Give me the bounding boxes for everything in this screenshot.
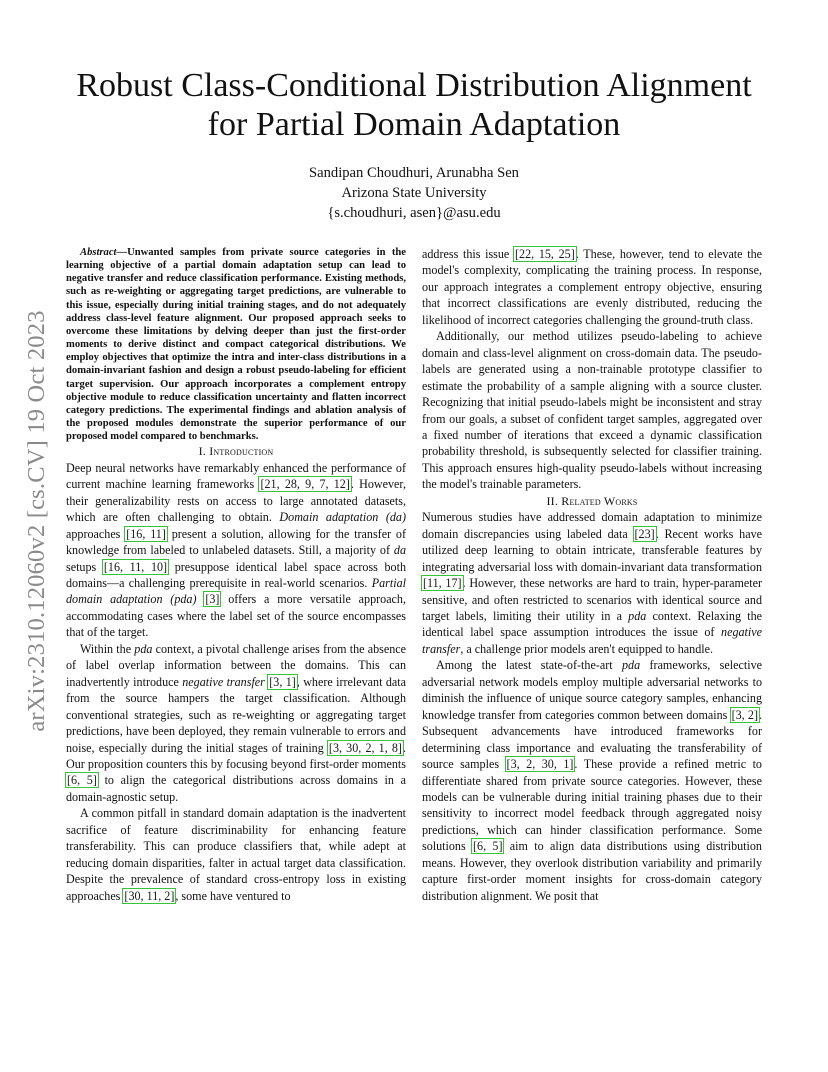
author-affiliation: Arizona State University [341,185,487,201]
citation-link[interactable]: [3, 30, 2, 1, 8] [328,740,402,755]
section-title: Introduction [209,444,274,459]
citation-link[interactable]: [30, 11, 2] [124,888,175,903]
abstract-label: Abstract [80,247,117,258]
citation-link[interactable]: [16, 11, 10] [103,559,168,574]
citation-link[interactable]: [3, 2] [731,707,758,722]
abstract-text: —Unwanted samples from private source categories in the learning objective of a partial domain adaptation setup can lead to negative transfer and reduce classification performance. Existing methods, such as re-weighting or aggregating target predictions, are vulnerable to this issue, especially during initial training stages, and do not adequately address class-level feature alignment. Our proposed approach seeks to overcome these limitations by delving deeper than just the first-order moments to derive distinct and compact categorical distributions. We employ objectives that optimize the intra and inter-class distributions in a domain-invariant fashion and design a robust pseudo-labeling for efficient target supervision. Our approach incorporates a complement entropy objective module to reduce classification uncertainty and flatten incorrect category predictions. The experimental findings and ablation analysis of the proposed modules demonstrate the superior performance of our proposed model compared to benchmarks. [66,247,406,443]
arxiv-stamp-text: arXiv:2310.12060v2 [cs.CV] 19 Oct 2023 [23,310,50,732]
author-block [0,163,828,223]
section-heading-introduction [66,443,406,459]
citation-link[interactable]: [3, 2, 30, 1] [506,757,574,772]
author-names: Sandipan Choudhuri, Arunabha Sen [309,165,519,181]
section-heading-related-works [422,493,762,509]
section-number: II. [546,493,559,508]
author-emails: {s.choudhuri, asen}@asu.edu [327,205,501,221]
citation-link[interactable]: [3, 1] [269,674,296,689]
section-title: Related Works [561,493,638,508]
intro-paragraph-4: Additionally, our method utilizes pseudo-labeling to achieve domain and class-level alignment on cross-domain data. The pseudo-labels are generated using a non-trainable prototype classifier to estimate the probability of a sample aligning with a source cluster. Recognizing that initial pseudo-labels might be inconsistent and stray from our goals, a subset of confident target samples, aggregated over a fixed number of iterations that exceed a dynamic classification probability threshold, is subsequently selected for classifier training. This approach ensures high-quality pseudo-labels without increasing the model's trainable parameters. [422,329,762,492]
citation-link[interactable]: [21, 28, 9, 7, 12] [260,477,350,492]
citation-link[interactable]: [22, 15, 25] [515,247,575,261]
intro-paragraph-1: Deep neural networks have remarkably enhanced the performance of current machine learning frameworks [21, 28, 9, 7, 12]. However, their generalizability rests on access to large annotated datasets, which are often challenging to obtain. Domain adaptation (da) approaches [16, 11] present a solution, allowing for the transfer of knowledge from labeled to unlabeled datasets. Still, a majority of da setups [16, 11, 10] presuppose identical label space across both domains—a challenging prerequisite in real-world scenarios. Partial domain adaptation (pda) [3] offers a more versatile approach, accommodating cases where the label set of the source encompasses that of the target. [66,460,407,640]
right-column [422,246,762,904]
paper-title [60,66,768,144]
citation-link[interactable]: [11, 17] [423,576,462,591]
title-line-1: Robust Class-Conditional Distribution Alignment [76,67,752,104]
citation-link[interactable]: [6, 5] [67,773,97,788]
title-line-2: for Partial Domain Adaptation [207,106,621,143]
related-paragraph-1: Numerous studies have addressed domain adaptation to minimize domain discrepancies using labeled data [23]. Recent works have utilized deep learning to obtain intricate, transferable features by integrating adversarial loss with domain-invariant data transformation [11, 17]. However, these networks are hard to train, hyper-parameter sensitive, and often restricted to scenarios with identical source and target labels, limiting their utility in a pda context. Relaxing the identical label space assumption introduces the issue of negative transfer, a challenge prior models aren't equipped to handle. [422,510,763,656]
left-column [66,246,406,904]
arxiv-stamp [22,286,52,756]
citation-link[interactable]: [3] [205,592,220,607]
citation-link[interactable]: [23] [634,526,655,541]
intro-paragraph-3-continued: address this issue [22, 15, 25]. These, however, tend to elevate the model's complexity, complicating the training process. In response, our approach integrates a complement entropy objective, ensuring that incorrect classifications are evenly distributed, reducing the likelihood of incorrect categories challenging the ground-truth class. [422,247,762,327]
intro-paragraph-3: A common pitfall in standard domain adaptation is the inadvertent sacrifice of feature discriminability for enhancing feature transferability. This can produce classifiers that, while adept at reducing domain disparities, falter in actual target data classification. Despite the prevalence of standard cross-entropy loss in existing approaches [30, 11, 2], some have ventured to [66,806,406,903]
section-number: I. [198,444,207,459]
related-paragraph-2: Among the latest state-of-the-art pda frameworks, selective adversarial network models employ multiple adversarial networks to diminish the influence of unique source category samples, enhancing knowledge transfer from categories common between domains [3, 2]. Subsequent advancements have introduced frameworks for determining class importance and evaluating the transferability of source samples [3, 2, 30, 1]. These provide a refined metric to differentiate shared from private source categories. However, these models can be vulnerable during initial training phases due to their sensitivity to incorrect model feedback through aggregated noisy predictions, which can hinder classification performance. Some solutions [6, 5] aim to align data distributions using distribution means. However, they overlook distribution variability and primarily capture first-order moment insights for cross-domain category distribution alignment. We posit that [422,658,763,903]
abstract [66,246,406,443]
citation-link[interactable]: [6, 5] [473,839,503,854]
citation-link[interactable]: [16, 11] [126,526,166,541]
intro-paragraph-2: Within the pda context, a pivotal challenge arises from the absence of label overlap information between the domains. This can inadvertently introduce negative transfer [3, 1], where irrelevant data from the source hampers the target classification. Although conventional strategies, such as re-weighting or aggregating target predictions, have been deployed, they remain vulnerable to errors and noise, especially during the initial stages of training [3, 30, 2, 1, 8]. Our proposition counters this by focusing beyond first-order moments [6, 5] to align the categorical distributions across domains in a domain-agnostic setup. [66,641,406,804]
